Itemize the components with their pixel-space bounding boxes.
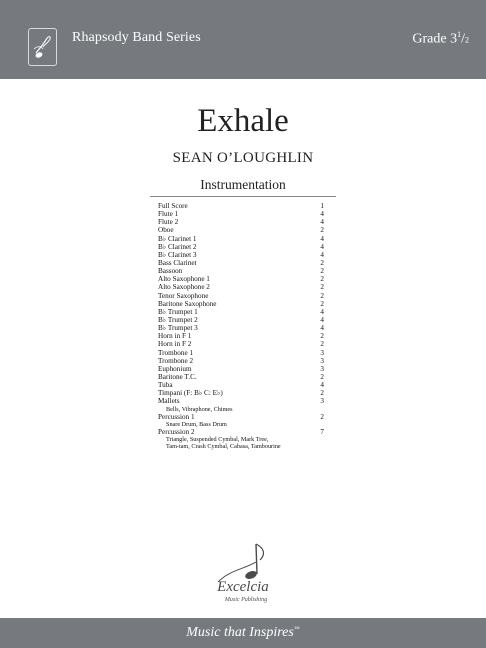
instrument-name: Percussion 1 bbox=[158, 412, 195, 421]
instrument-detail-row bbox=[158, 421, 328, 428]
part-count: 2 bbox=[320, 372, 324, 381]
instrument-name: B♭ Trumpet 2 bbox=[158, 315, 198, 324]
instrument-row bbox=[158, 413, 328, 421]
part-count: 2 bbox=[320, 267, 324, 276]
part-count: 2 bbox=[320, 226, 324, 235]
piece-title: Exhale bbox=[197, 103, 289, 139]
part-count: 3 bbox=[320, 364, 324, 373]
band-series-logo bbox=[28, 28, 57, 66]
instrument-row bbox=[158, 292, 328, 300]
instrument-detail: Triangle, Suspended Cymbal, Mark Tree, bbox=[166, 436, 269, 444]
instrument-row bbox=[158, 365, 328, 373]
instrument-name: Alto Saxophone 1 bbox=[158, 275, 210, 284]
instrument-name: Bassoon bbox=[158, 267, 183, 276]
excelcia-logo-icon bbox=[200, 540, 286, 604]
footer-band bbox=[0, 618, 486, 648]
instrument-detail-row bbox=[158, 443, 328, 450]
instrument-row bbox=[158, 389, 328, 397]
part-count: 3 bbox=[320, 348, 324, 357]
part-count: 4 bbox=[320, 324, 324, 333]
instrument-detail-row bbox=[158, 406, 328, 413]
music-note-icon bbox=[29, 29, 56, 65]
instrument-name: B♭ Clarinet 1 bbox=[158, 234, 197, 243]
instrument-name: Tenor Saxophone bbox=[158, 291, 209, 300]
instrument-row bbox=[158, 357, 328, 365]
instrument-row bbox=[158, 275, 328, 283]
part-count: 2 bbox=[320, 340, 324, 349]
part-count: 2 bbox=[320, 283, 324, 292]
instrument-row bbox=[158, 324, 328, 332]
instrument-name: Tuba bbox=[158, 381, 173, 390]
instrument-row bbox=[158, 283, 328, 291]
publisher-name: Excelcia bbox=[217, 579, 269, 595]
instrument-row bbox=[158, 267, 328, 275]
instrument-row bbox=[158, 259, 328, 267]
tagline-text: Music that Inspires bbox=[186, 625, 294, 640]
series-name: Rhapsody Band Series bbox=[72, 30, 201, 45]
part-count: 2 bbox=[320, 389, 324, 398]
instrument-name: Percussion 2 bbox=[158, 428, 195, 437]
part-count: 2 bbox=[320, 291, 324, 300]
instrument-row bbox=[158, 210, 328, 218]
instrument-name: B♭ Clarinet 2 bbox=[158, 242, 197, 251]
trademark-mark: ™ bbox=[293, 626, 300, 633]
grade-level: Grade $3^1/2$ bbox=[412, 30, 469, 47]
instrument-name: Horn in F 1 bbox=[158, 332, 192, 341]
heading-rule bbox=[150, 196, 336, 197]
instrument-row bbox=[158, 235, 328, 243]
part-count: 4 bbox=[320, 250, 324, 259]
instrument-name: Flute 1 bbox=[158, 210, 179, 219]
part-count: 2 bbox=[320, 258, 324, 267]
instrument-row bbox=[158, 373, 328, 381]
instrument-name: B♭ Trumpet 3 bbox=[158, 324, 198, 333]
part-count: 4 bbox=[320, 234, 324, 243]
instrument-row bbox=[158, 226, 328, 234]
publisher-subtitle: Music Publishing bbox=[224, 597, 268, 603]
instrument-row bbox=[158, 349, 328, 357]
part-count: 4 bbox=[320, 242, 324, 251]
instrument-name: Trombone 2 bbox=[158, 356, 194, 365]
instrument-row bbox=[158, 251, 328, 259]
instrument-row bbox=[158, 316, 328, 324]
instrument-name: Timpani (F: B♭ C: E♭) bbox=[158, 389, 223, 398]
part-count: 4 bbox=[320, 218, 324, 227]
instrumentation-heading: Instrumentation bbox=[200, 177, 286, 192]
composer-name: SEAN O’LOUGHLIN bbox=[172, 150, 314, 166]
instrument-row bbox=[158, 308, 328, 316]
part-count: 7 bbox=[320, 428, 324, 437]
instrumentation-list bbox=[158, 202, 328, 451]
instrument-detail-row bbox=[158, 436, 328, 443]
instrument-name: Euphonium bbox=[158, 364, 192, 373]
grade-fraction-denominator: 2 bbox=[465, 35, 469, 45]
instrument-name: Horn in F 2 bbox=[158, 340, 192, 349]
part-count: 4 bbox=[320, 210, 324, 219]
part-count: 2 bbox=[320, 412, 324, 421]
instrument-row bbox=[158, 218, 328, 226]
instrument-name: Baritone T.C. bbox=[158, 372, 197, 381]
instrument-name: Oboe bbox=[158, 226, 174, 235]
part-count: 3 bbox=[320, 397, 324, 406]
instrument-row bbox=[158, 340, 328, 348]
publisher-logo bbox=[200, 540, 286, 604]
instrument-name: Baritone Saxophone bbox=[158, 299, 217, 308]
instrument-name: Alto Saxophone 2 bbox=[158, 283, 210, 292]
instrument-detail: Tam-tam, Crash Cymbal, Cabasa, Tambourine bbox=[166, 443, 281, 451]
instrument-row bbox=[158, 381, 328, 389]
part-count: 1 bbox=[320, 202, 324, 210]
part-count: 4 bbox=[320, 315, 324, 324]
instrument-row bbox=[158, 428, 328, 436]
instrument-name: Bass Clarinet bbox=[158, 258, 197, 267]
part-count: 4 bbox=[320, 307, 324, 316]
instrument-name: Full Score bbox=[158, 202, 188, 210]
instrument-name: Mallets bbox=[158, 397, 180, 406]
instrument-name: Flute 2 bbox=[158, 218, 179, 227]
tagline bbox=[0, 625, 486, 641]
part-count: 2 bbox=[320, 275, 324, 284]
instrument-row bbox=[158, 300, 328, 308]
grade-fraction-numerator: 1 bbox=[457, 30, 462, 39]
header-band bbox=[0, 0, 486, 79]
instrument-name: B♭ Trumpet 1 bbox=[158, 307, 198, 316]
part-count: 2 bbox=[320, 299, 324, 308]
part-count: 2 bbox=[320, 332, 324, 341]
part-count: 3 bbox=[320, 356, 324, 365]
part-count: 4 bbox=[320, 381, 324, 390]
instrument-row bbox=[158, 202, 328, 210]
instrument-row bbox=[158, 243, 328, 251]
instrument-row bbox=[158, 332, 328, 340]
instrument-name: B♭ Clarinet 3 bbox=[158, 250, 197, 259]
instrument-detail: Snare Drum, Bass Drum bbox=[166, 420, 227, 428]
instrument-row bbox=[158, 397, 328, 405]
instrument-detail: Bells, Vibraphone, Chimes bbox=[166, 405, 233, 413]
grade-prefix: Grade 3 bbox=[412, 31, 458, 47]
instrument-name: Trombone 1 bbox=[158, 348, 194, 357]
